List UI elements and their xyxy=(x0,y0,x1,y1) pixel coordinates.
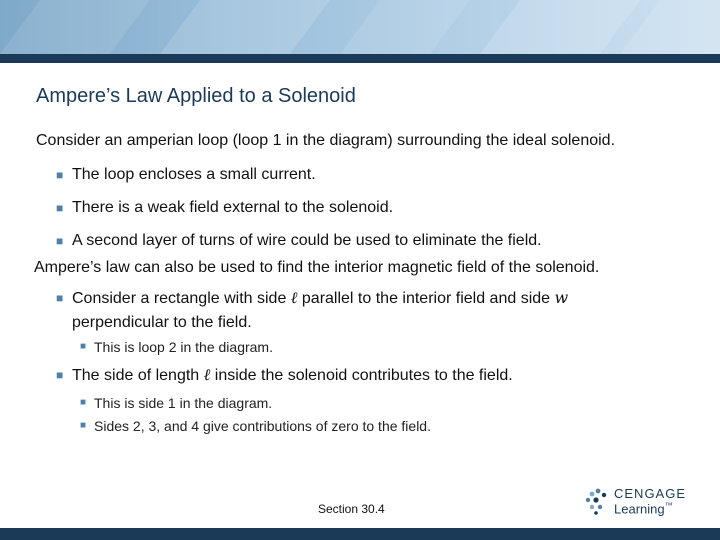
symbol-w: w xyxy=(554,288,569,307)
bullet-icon: ■ xyxy=(56,168,64,182)
bullet-icon: ■ xyxy=(80,397,87,408)
bullet-item xyxy=(36,286,706,335)
sub-bullet-item xyxy=(36,394,706,412)
bullet-text: A second layer of turns of wire could be used to eliminate the field. xyxy=(72,232,542,249)
header-banner xyxy=(0,0,720,54)
bullet-icon: ■ xyxy=(56,291,64,305)
slide-title: Ampere’s Law Applied to a Solenoid xyxy=(36,85,356,107)
banner-stripes xyxy=(0,0,720,54)
cengage-logo xyxy=(584,486,694,518)
bullet-text: Consider a rectangle with side ℓ parallel to the interior field and side w perpendicular to the field. xyxy=(72,288,569,331)
sub-bullet-text: This is side 1 in the diagram. xyxy=(94,395,273,411)
sub-bullet-item xyxy=(36,338,706,356)
footer-section-label: Section 30.4 xyxy=(318,502,385,516)
sub-bullet-text: This is loop 2 in the diagram. xyxy=(94,339,273,355)
sub-bullet-text: Sides 2, 3, and 4 give contributions of zero to the field. xyxy=(94,418,431,434)
paragraph-interior-field: Ampere’s law can also be used to find the interior magnetic field of the solenoid. xyxy=(34,259,600,276)
symbol-ell: ℓ xyxy=(290,288,298,307)
bullet-icon: ■ xyxy=(56,234,64,248)
bullet-item xyxy=(36,230,706,252)
bullet-text: The side of length ℓ inside the solenoid contributes to the field. xyxy=(72,365,513,384)
bullet-icon: ■ xyxy=(56,201,64,215)
header-rule xyxy=(0,54,720,63)
bullet-icon: ■ xyxy=(56,368,64,382)
bullet-icon: ■ xyxy=(80,420,87,431)
logo-wordmark-top: CENGAGE xyxy=(614,486,687,501)
bullet-text: The loop encloses a small current. xyxy=(72,166,316,183)
cengage-dots-icon xyxy=(584,488,610,516)
paragraph-amperian-loop: Consider an amperian loop (loop 1 in the diagram) surrounding the ideal solenoid. xyxy=(36,132,616,149)
bullet-item xyxy=(36,364,706,387)
logo-wordmark-bottom: Learning™ xyxy=(614,501,673,517)
bullet-item xyxy=(36,164,706,186)
sub-bullet-item xyxy=(36,417,706,435)
symbol-ell: ℓ xyxy=(203,365,211,384)
footer-rule xyxy=(0,528,720,540)
bullet-icon: ■ xyxy=(80,341,87,352)
bullet-text: There is a weak field external to the solenoid. xyxy=(72,199,394,216)
bullet-item xyxy=(36,197,706,219)
slide-body xyxy=(36,131,706,435)
